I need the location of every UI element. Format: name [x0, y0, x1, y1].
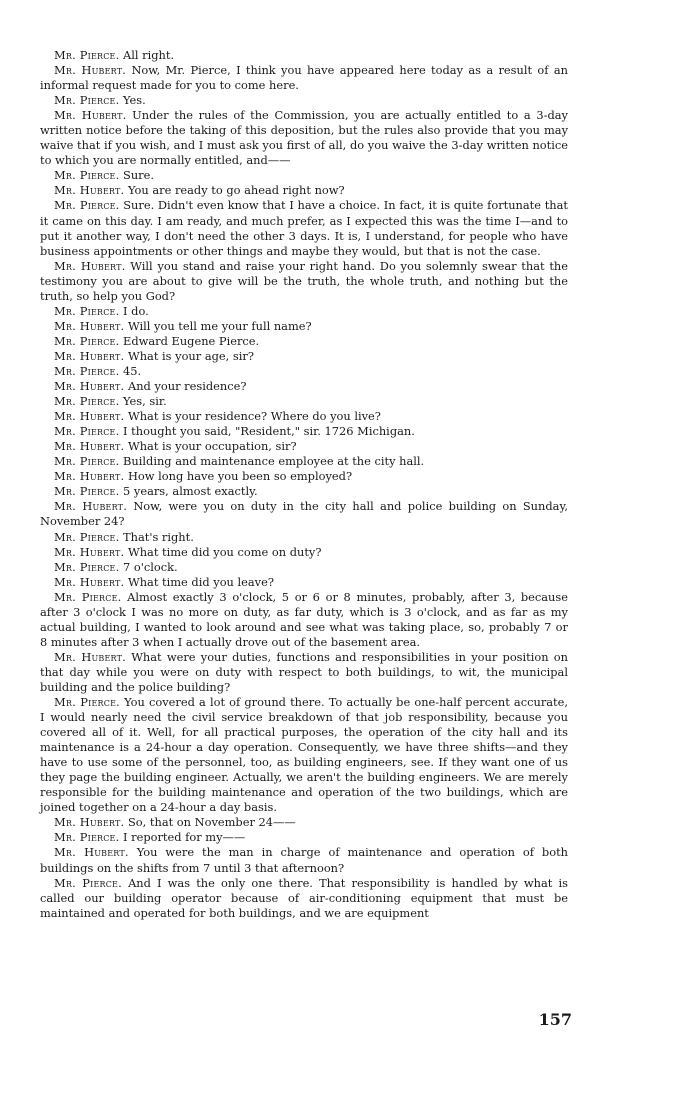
- transcript-paragraph: [40, 560, 568, 575]
- speaker-label: Mr. Pierce.: [54, 529, 120, 544]
- transcript-paragraph: [40, 530, 568, 545]
- speech-text: Under the rules of the Commission, you are actually entitled to a 3-day written notice before the taking of this deposition, but the rules also provide that you may waive that if you wish, and I must ask you first of all, do you waive the 3-day written notice to which you are normally entitled, and——: [40, 108, 568, 168]
- speech-text: So, that on November 24——: [128, 815, 296, 830]
- transcript-paragraph: [40, 364, 568, 379]
- speaker-label: Mr. Hubert.: [54, 649, 126, 664]
- speech-text: All right.: [123, 48, 175, 62]
- speaker-label: Mr. Pierce.: [54, 830, 120, 845]
- speaker-label: Mr. Hubert.: [54, 108, 127, 123]
- speaker-label: Mr. Hubert.: [54, 439, 125, 454]
- speaker-label: Mr. Hubert.: [54, 815, 125, 830]
- speaker-label: Mr. Hubert.: [54, 499, 128, 514]
- transcript-paragraph: [40, 830, 568, 845]
- speaker-label: Mr. Pierce.: [54, 303, 120, 318]
- transcript-paragraph: [40, 469, 568, 484]
- speaker-label: Mr. Hubert.: [54, 845, 129, 860]
- speech-text: Almost exactly 3 o'clock, 5 or 6 or 8 minutes, probably, after 3, because after 3 o'clock I was no more on duty, as far duty, which is 3 o'clock, and as far as my actual building, I wanted to look around and see what was taking place, so, probably 7 or 8 minutes after 3 when I actually drove out of the basement area.: [40, 589, 568, 649]
- page-number: 157: [538, 1010, 572, 1029]
- transcript-paragraph: [40, 198, 568, 258]
- transcript-paragraph: [40, 845, 568, 875]
- speaker-label: Mr. Pierce.: [54, 484, 120, 499]
- transcript-paragraph: [40, 695, 568, 815]
- speech-text: You were the man in charge of maintenance and operation of both buildings on the shifts from 7 until 3 that afternoon?: [40, 845, 568, 875]
- speech-text: That's right.: [123, 529, 194, 544]
- speaker-label: Mr. Hubert.: [54, 258, 126, 273]
- speech-text: 5 years, almost exactly.: [123, 484, 258, 499]
- speaker-label: Mr. Pierce.: [54, 168, 120, 183]
- transcript-paragraph: [40, 409, 568, 424]
- speaker-label: Mr. Pierce.: [54, 875, 122, 890]
- speech-text: I reported for my——: [123, 830, 246, 845]
- speech-text: What time did you come on duty?: [128, 544, 322, 559]
- transcript-paragraph: [40, 259, 568, 304]
- speaker-label: Mr. Pierce.: [54, 198, 120, 213]
- transcript-paragraph: [40, 183, 568, 198]
- transcript-paragraph: [40, 63, 568, 93]
- transcript-paragraph: [40, 334, 568, 349]
- speaker-label: Mr. Pierce.: [54, 589, 122, 604]
- speaker-label: Mr. Pierce.: [54, 695, 120, 710]
- speech-text: Yes.: [123, 93, 146, 108]
- speech-text: What time did you leave?: [128, 574, 274, 589]
- speaker-label: Mr. Pierce.: [54, 559, 120, 574]
- speech-text: You covered a lot of ground there. To actually be one-half percent accurate, I would nearly need the civil service breakdown of that job responsibility, because you covered all of it. Well, for all practical purposes, the operation of the city hall and its maintenance is a 24-hour a day operation. Consequently, we have three shifts—and they have to use some of the personnel, too, as building engineers, see. If they want one of us they page the building engineer. Actually, we aren't the building engineers. We are merely responsible for the building maintenance and operation of the two buildings, which are joined together on a 24-hour a day basis.: [40, 695, 568, 815]
- speech-text: What were your duties, functions and responsibilities in your position on that day while you were on duty with respect to both buildings, to wit, the municipal building and the police building?: [40, 649, 569, 694]
- speech-text: Building and maintenance employee at the city hall.: [123, 454, 425, 469]
- speaker-label: Mr. Pierce.: [54, 333, 120, 348]
- transcript-paragraph: [40, 108, 568, 168]
- speech-text: I thought you said, "Resident," sir. 1726 Michigan.: [123, 424, 415, 439]
- speech-text: What is your residence? Where do you live?: [128, 409, 381, 424]
- speaker-label: Mr. Hubert.: [54, 574, 125, 589]
- transcript-paragraph: [40, 93, 568, 108]
- speaker-label: Mr. Hubert.: [54, 183, 125, 198]
- speaker-label: Mr. Pierce.: [54, 454, 120, 469]
- transcript-paragraph: [40, 590, 568, 650]
- transcript-paragraph: [40, 48, 568, 63]
- transcript-paragraph: [40, 815, 568, 830]
- speech-text: Sure.: [123, 168, 154, 183]
- transcript-body: [40, 48, 568, 921]
- speech-text: Now, were you on duty in the city hall and police building on Sunday, November 24?: [40, 499, 568, 529]
- speech-text: Edward Eugene Pierce.: [123, 333, 260, 348]
- speech-text: How long have you been so employed?: [128, 469, 353, 484]
- speaker-label: Mr. Pierce.: [54, 48, 120, 62]
- transcript-paragraph: [40, 545, 568, 560]
- transcript-paragraph: [40, 394, 568, 409]
- speech-text: Will you stand and raise your right hand. Do you solemnly swear that the testimony you are about to give will be the truth, the whole truth, and nothing but the truth, so help you God?: [40, 258, 568, 303]
- speech-text: And I was the only one there. That responsibility is handled by what is called our building operator because of air-conditioning equipment that must be maintained and operated for both buildings, and we are equipment: [40, 875, 568, 920]
- transcript-paragraph: [40, 484, 568, 499]
- speaker-label: Mr. Hubert.: [54, 318, 125, 333]
- speech-text: Yes, sir.: [123, 394, 167, 409]
- transcript-paragraph: [40, 379, 568, 394]
- transcript-paragraph: [40, 349, 568, 364]
- speech-text: What is your occupation, sir?: [128, 439, 297, 454]
- transcript-paragraph: [40, 575, 568, 590]
- speech-text: Now, Mr. Pierce, I think you have appeared here today as a result of an informal request made for you to come here.: [40, 63, 568, 93]
- speaker-label: Mr. Hubert.: [54, 469, 125, 484]
- speaker-label: Mr. Hubert.: [54, 348, 125, 363]
- transcript-paragraph: [40, 439, 568, 454]
- speaker-label: Mr. Hubert.: [54, 379, 125, 394]
- transcript-paragraph: [40, 499, 568, 529]
- speaker-label: Mr. Hubert.: [54, 409, 125, 424]
- speech-text: I do.: [123, 303, 149, 318]
- speech-text: 7 o'clock.: [123, 559, 178, 574]
- speech-text: Will you tell me your full name?: [128, 318, 312, 333]
- speech-text: 45.: [123, 363, 142, 378]
- speech-text: And your residence?: [128, 379, 247, 394]
- transcript-paragraph: [40, 168, 568, 183]
- speaker-label: Mr. Hubert.: [54, 63, 127, 78]
- speaker-label: Mr. Pierce.: [54, 424, 120, 439]
- speaker-label: Mr. Pierce.: [54, 394, 120, 409]
- transcript-paragraph: [40, 454, 568, 469]
- speech-text: What is your age, sir?: [128, 348, 254, 363]
- speaker-label: Mr. Pierce.: [54, 93, 120, 108]
- transcript-paragraph: [40, 650, 568, 695]
- speaker-label: Mr. Hubert.: [54, 544, 125, 559]
- transcript-paragraph: [40, 319, 568, 334]
- speech-text: You are ready to go ahead right now?: [128, 183, 345, 198]
- transcript-paragraph: [40, 424, 568, 439]
- transcript-paragraph: [40, 876, 568, 921]
- speaker-label: Mr. Pierce.: [54, 363, 120, 378]
- speech-text: Sure. Didn't even know that I have a choice. In fact, it is quite fortunate that it came on this day. I am ready, and much prefer, as I expected this was the time I—and to put it another way, I don't need the other 3 days. It is, I understand, for people who have business appointments or other things and maybe they would, but that is not the case.: [40, 198, 568, 258]
- transcript-paragraph: [40, 304, 568, 319]
